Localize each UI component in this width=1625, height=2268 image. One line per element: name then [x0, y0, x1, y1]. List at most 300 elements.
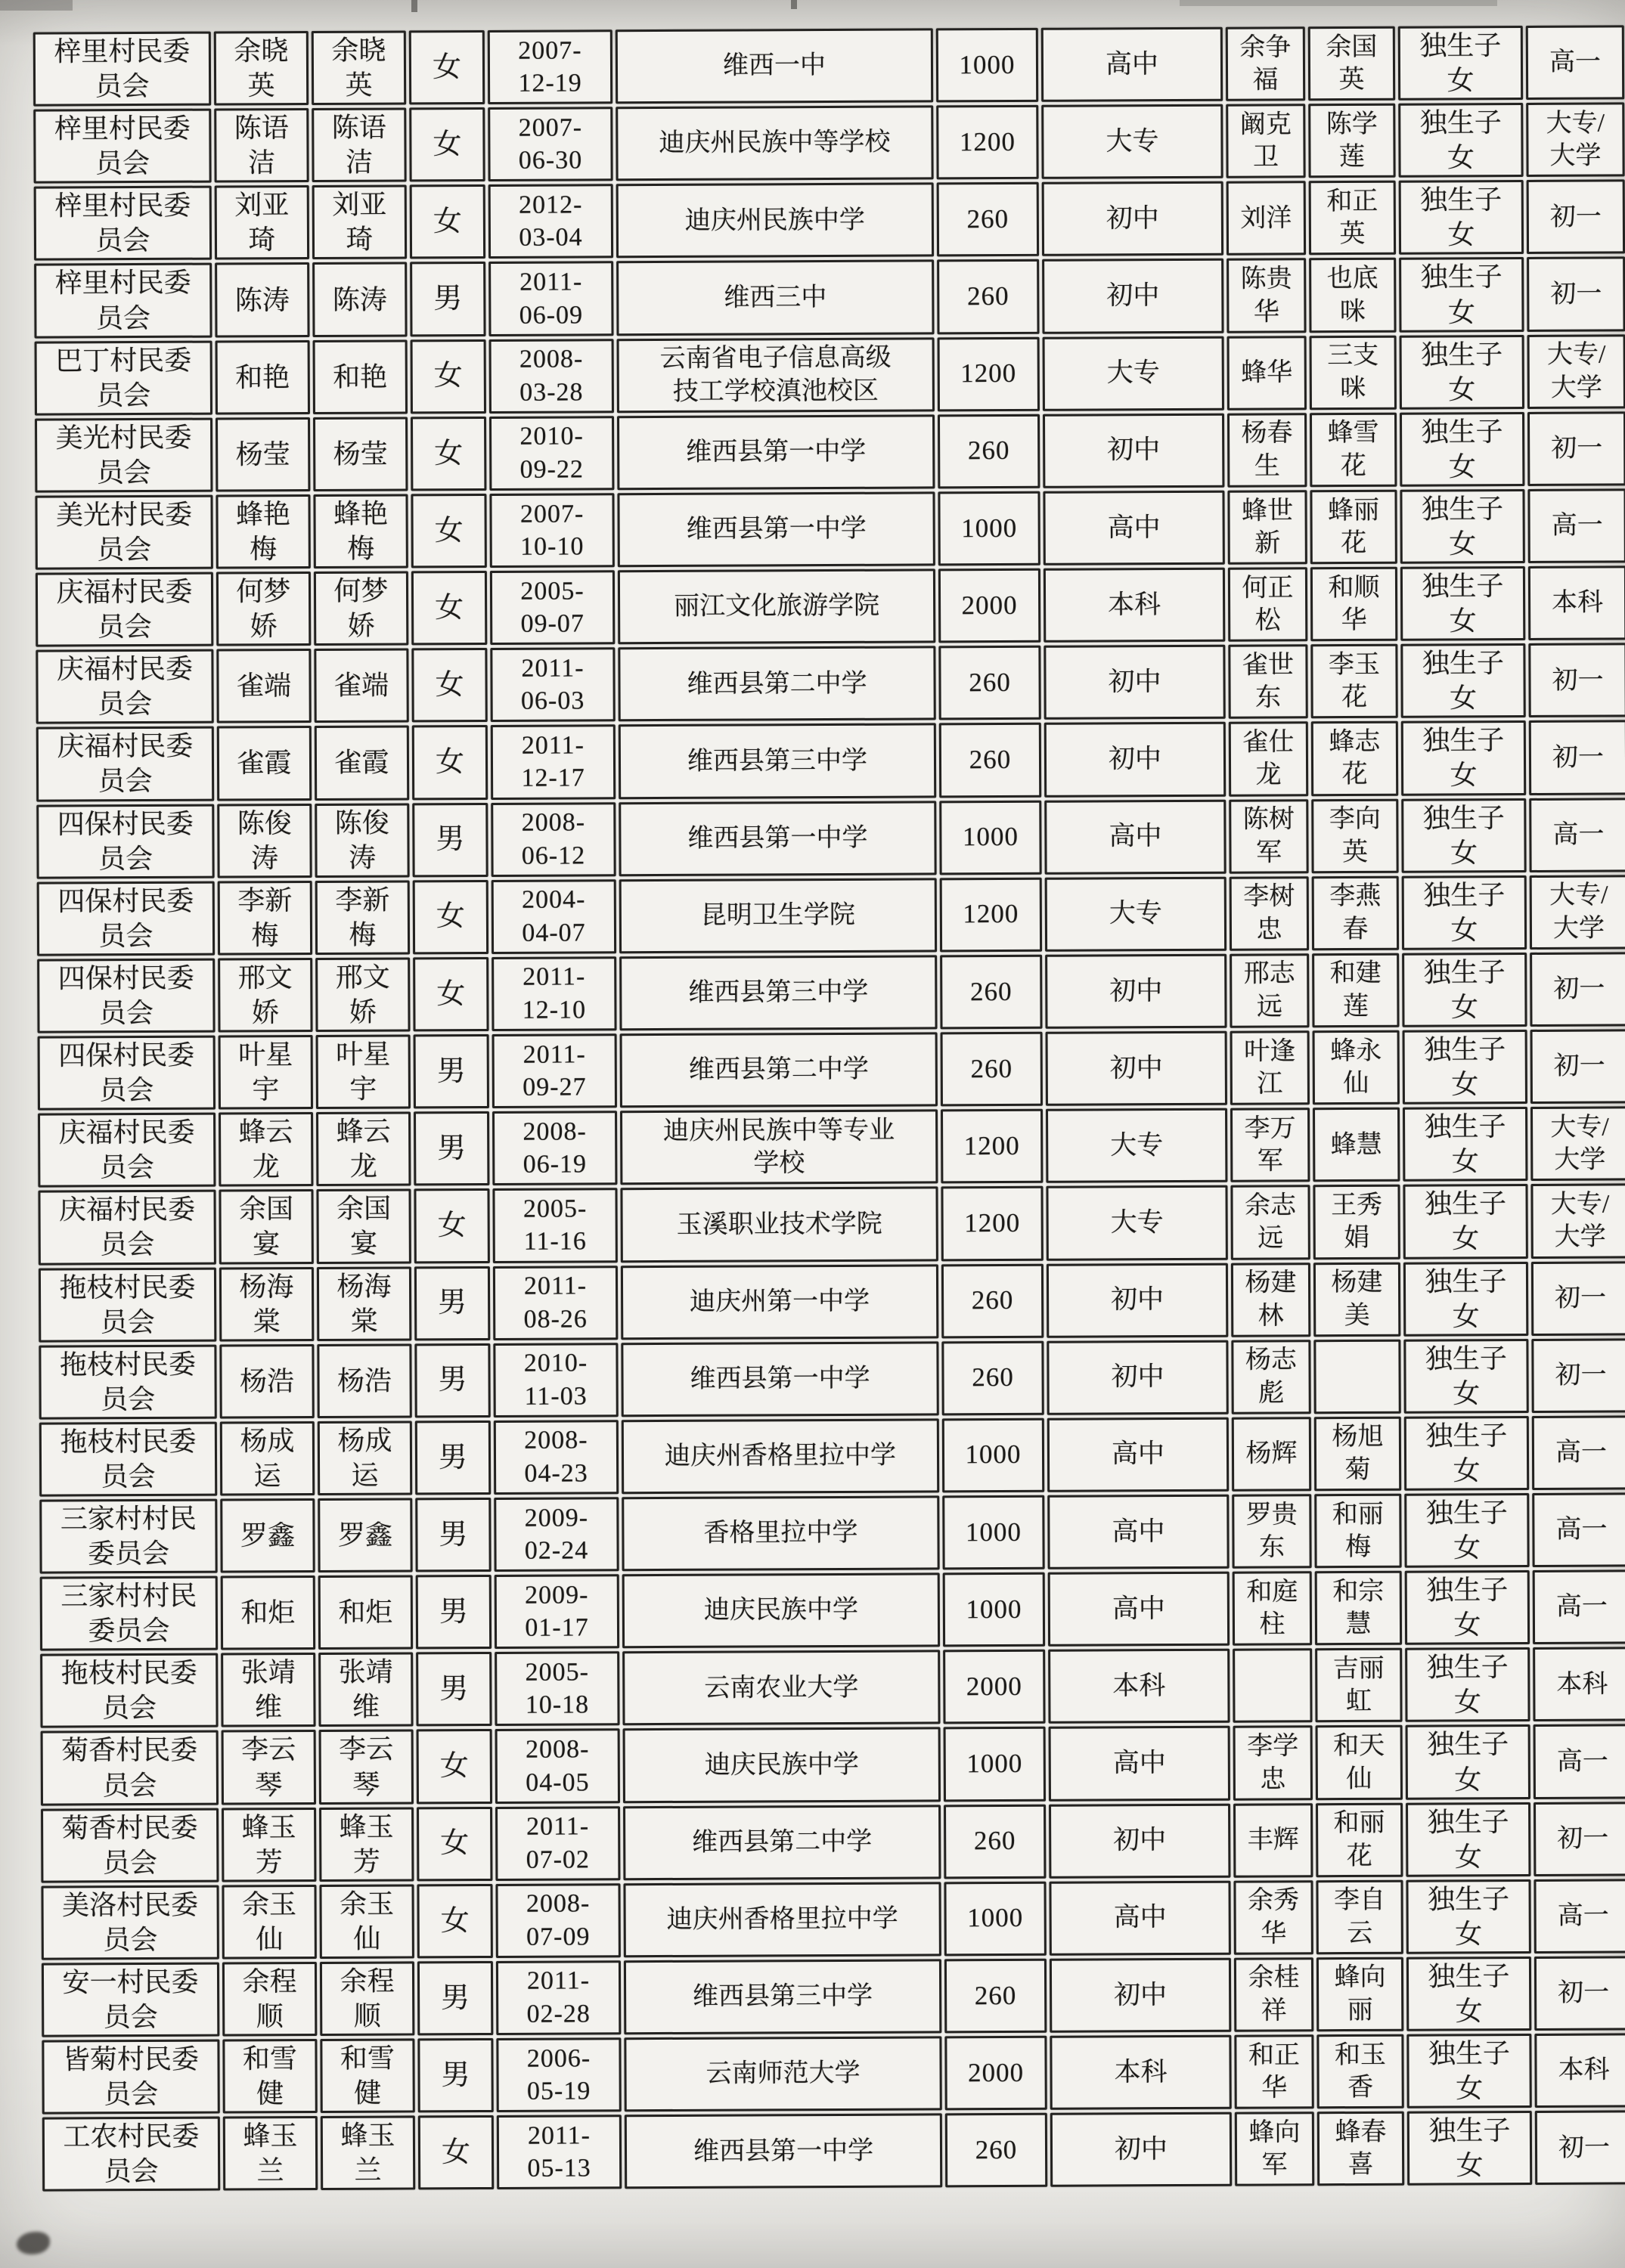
student-name-cell: 张靖维 — [221, 1653, 315, 1727]
birth-date-cell: 2011- 06-03 — [490, 648, 615, 723]
grade-cell: 本科 — [1528, 566, 1625, 641]
student-name-cell: 何梦娇 — [216, 572, 311, 646]
only-child-status-cell: 独生子女 — [1403, 1030, 1527, 1105]
birth-date-cell: 2011- 12-17 — [491, 725, 616, 800]
student-name-cell: 余国宴 — [219, 1189, 313, 1264]
table-row — [34, 180, 1625, 261]
birth-date-cell: 2009- 02-24 — [494, 1497, 619, 1572]
gender-cell: 男 — [417, 2038, 493, 2113]
subsidy-amount-cell: 2000 — [938, 569, 1040, 643]
education-stage-cell: 初中 — [1045, 954, 1227, 1029]
village-committee-cell: 皆菊村民委员会 — [42, 2040, 219, 2115]
education-stage-cell: 初中 — [1047, 1263, 1228, 1337]
guardian-mother-cell: 杨旭菊 — [1314, 1417, 1401, 1492]
gender-cell: 女 — [412, 725, 488, 800]
student-name-cell: 雀霞 — [217, 726, 312, 801]
gender-cell: 男 — [412, 803, 488, 878]
guardian-father-cell: 雀仕龙 — [1229, 722, 1308, 797]
scan-artifact-top-right — [1180, 0, 1497, 6]
education-stage-cell: 初中 — [1050, 1958, 1231, 2033]
grade-cell: 初一 — [1531, 1261, 1625, 1336]
village-committee-cell: 拖枝村民委员会 — [40, 1653, 218, 1728]
school-cell: 维西县第三中学 — [619, 723, 936, 799]
student-name-repeat-cell: 李新梅 — [315, 880, 410, 955]
table-row — [41, 1802, 1625, 1882]
grade-cell: 本科 — [1534, 2033, 1625, 2108]
guardian-father-cell: 杨志彪 — [1231, 1340, 1310, 1414]
education-stage-cell: 本科 — [1050, 2035, 1231, 2110]
village-committee-cell: 梓里村民委员会 — [33, 109, 211, 184]
subsidy-amount-cell: 260 — [938, 646, 1040, 720]
subsidy-amount-cell: 260 — [937, 259, 1039, 334]
birth-date-cell: 2005- 09-07 — [490, 570, 615, 645]
student-name-repeat-cell: 雀霞 — [315, 726, 409, 801]
guardian-father-cell: 阚克卫 — [1226, 104, 1305, 178]
village-committee-cell: 美光村民委员会 — [35, 417, 212, 492]
guardian-mother-cell: 蜂慧 — [1313, 1108, 1400, 1182]
only-child-status-cell: 独生子女 — [1399, 257, 1524, 332]
table-row — [33, 25, 1624, 106]
village-committee-cell: 三家村村民委员会 — [39, 1499, 217, 1574]
scan-artifact-top-left — [0, 0, 73, 11]
birth-date-cell: 2009- 01-17 — [495, 1574, 619, 1649]
gender-cell: 女 — [413, 957, 488, 1032]
school-cell: 迪庆州香格里拉中学 — [622, 1418, 939, 1494]
student-name-cell: 邢文娇 — [218, 958, 312, 1033]
guardian-mother-cell: 杨建美 — [1313, 1262, 1400, 1337]
birth-date-cell: 2007- 10-10 — [489, 493, 614, 568]
grade-cell: 高一 — [1534, 1879, 1625, 1954]
table-row — [39, 1261, 1625, 1342]
student-name-repeat-cell: 蜂玉兰 — [321, 2116, 415, 2191]
gender-cell: 女 — [413, 880, 488, 955]
gender-cell: 女 — [417, 1884, 492, 1959]
school-cell: 维西县第一中学 — [617, 491, 935, 567]
education-stage-cell: 高中 — [1047, 1495, 1229, 1569]
guardian-mother-cell: 蜂丽花 — [1310, 490, 1397, 565]
village-committee-cell: 四保村民委员会 — [37, 958, 215, 1033]
student-name-cell: 和雪健 — [222, 2039, 317, 2114]
school-cell: 维西县第一中学 — [617, 414, 935, 490]
school-cell: 维西县第二中学 — [620, 1032, 938, 1108]
school-cell: 维西县第二中学 — [623, 1805, 941, 1880]
guardian-father-cell: 余争福 — [1226, 26, 1305, 101]
subsidy-amount-cell: 260 — [937, 182, 1039, 257]
grade-cell: 初一 — [1527, 411, 1625, 486]
gender-cell: 男 — [414, 1266, 490, 1340]
guardian-father-cell: 和正华 — [1234, 2034, 1313, 2109]
gender-cell: 男 — [416, 1575, 492, 1650]
village-committee-cell: 美洛村民委员会 — [41, 1885, 219, 1960]
school-cell: 维西县第一中学 — [619, 801, 936, 876]
guardian-father-cell: 罗贵东 — [1232, 1494, 1311, 1569]
only-child-status-cell: 独生子女 — [1406, 2034, 1531, 2108]
school-cell: 迪庆州民族中等专业学校 — [620, 1110, 938, 1185]
grade-cell: 初一 — [1534, 1956, 1625, 2031]
guardian-father-cell: 余桂祥 — [1234, 1957, 1313, 2032]
gender-cell: 女 — [409, 107, 485, 182]
guardian-mother-cell: 王秀娟 — [1313, 1185, 1400, 1259]
gender-cell: 男 — [414, 1034, 489, 1109]
village-committee-cell: 美光村民委员会 — [35, 495, 212, 570]
guardian-mother-cell: 余国英 — [1308, 26, 1395, 101]
grade-cell: 初一 — [1527, 180, 1625, 255]
table-row — [38, 1107, 1625, 1188]
education-stage-cell: 初中 — [1044, 645, 1225, 720]
table-row — [41, 1724, 1625, 1805]
only-child-status-cell: 独生子女 — [1398, 103, 1523, 178]
student-name-cell: 余晓英 — [214, 31, 309, 106]
only-child-status-cell: 独生子女 — [1401, 798, 1526, 873]
student-name-cell: 蜂玉芳 — [222, 1808, 316, 1882]
school-cell: 香格里拉中学 — [622, 1495, 939, 1571]
table-row — [36, 643, 1625, 724]
subsidy-amount-cell: 1200 — [941, 1109, 1043, 1184]
guardian-mother-cell: 三支咪 — [1310, 335, 1397, 410]
birth-date-cell: 2010- 09-22 — [489, 416, 614, 491]
student-name-repeat-cell: 何梦娇 — [314, 572, 408, 646]
guardian-father-cell: 邢志远 — [1230, 953, 1309, 1028]
student-name-cell: 刘亚琦 — [215, 185, 309, 260]
grade-cell: 高一 — [1526, 25, 1624, 100]
student-name-cell: 雀端 — [216, 649, 311, 723]
education-stage-cell: 高中 — [1049, 1726, 1230, 1801]
guardian-father-cell — [1233, 1649, 1312, 1724]
gender-cell: 女 — [417, 1729, 492, 1804]
education-stage-cell: 大专 — [1046, 1108, 1227, 1183]
subsidy-amount-cell: 1000 — [943, 1572, 1045, 1647]
only-child-status-cell: 独生子女 — [1404, 1493, 1529, 1568]
student-name-cell: 叶星宇 — [219, 1035, 313, 1110]
education-stage-cell: 初中 — [1043, 414, 1224, 488]
gender-cell: 女 — [411, 648, 487, 723]
student-name-repeat-cell: 罗鑫 — [318, 1498, 412, 1572]
table-row — [39, 1338, 1625, 1419]
guardian-father-cell: 刘洋 — [1227, 181, 1306, 256]
student-name-repeat-cell: 和炬 — [318, 1576, 413, 1650]
student-name-repeat-cell: 陈语洁 — [312, 108, 406, 183]
subsidy-amount-cell: 260 — [940, 955, 1042, 1030]
student-name-repeat-cell: 刘亚琦 — [312, 185, 407, 260]
village-committee-cell: 梓里村民委员会 — [34, 186, 212, 261]
only-child-status-cell: 独生子女 — [1403, 1339, 1528, 1414]
village-committee-cell: 庆福村民委员会 — [38, 1113, 216, 1188]
student-name-repeat-cell: 余国宴 — [316, 1189, 411, 1264]
guardian-mother-cell: 吉丽虹 — [1315, 1648, 1402, 1723]
education-stage-cell: 大专 — [1043, 336, 1224, 411]
student-name-repeat-cell: 蜂艳梅 — [313, 494, 408, 569]
school-cell: 维西县第三中学 — [619, 955, 937, 1030]
guardian-mother-cell — [1313, 1339, 1400, 1414]
table-row — [40, 1647, 1625, 1728]
gender-cell: 男 — [410, 262, 485, 336]
subsidy-amount-cell: 1200 — [936, 105, 1038, 180]
only-child-status-cell: 独生子女 — [1406, 1802, 1530, 1877]
grade-cell: 初一 — [1534, 1802, 1625, 1876]
student-name-cell: 陈语洁 — [214, 108, 309, 183]
school-cell: 迪庆民族中学 — [623, 1727, 941, 1803]
student-name-repeat-cell: 杨成运 — [318, 1421, 412, 1495]
guardian-father-cell: 杨辉 — [1232, 1417, 1311, 1492]
student-name-cell: 和艳 — [216, 340, 310, 415]
grade-cell: 高一 — [1533, 1570, 1625, 1645]
grade-cell: 大专/大学 — [1530, 1107, 1625, 1182]
education-stage-cell: 大专 — [1041, 104, 1223, 179]
grade-cell: 高一 — [1532, 1492, 1625, 1567]
subsidy-roster-table — [30, 22, 1625, 2195]
student-name-cell: 李云琴 — [222, 1730, 316, 1805]
only-child-status-cell: 独生子女 — [1403, 1261, 1528, 1336]
school-cell: 玉溪职业技术学院 — [620, 1187, 938, 1263]
guardian-father-cell: 李学忠 — [1233, 1726, 1313, 1801]
scan-artifact-tick-2 — [791, 0, 797, 9]
village-committee-cell: 三家村村民委员会 — [40, 1576, 218, 1651]
only-child-status-cell: 独生子女 — [1407, 2111, 1532, 2186]
student-name-cell: 和炬 — [221, 1576, 315, 1650]
guardian-mother-cell: 和丽花 — [1316, 1802, 1403, 1877]
only-child-status-cell: 独生子女 — [1399, 180, 1524, 255]
only-child-status-cell: 独生子女 — [1403, 1184, 1527, 1259]
gender-cell: 女 — [411, 494, 486, 569]
birth-date-cell: 2005- 10-18 — [495, 1652, 619, 1727]
student-name-cell: 罗鑫 — [220, 1498, 315, 1573]
birth-date-cell: 2010- 11-03 — [493, 1343, 618, 1418]
birth-date-cell: 2011- 09-27 — [492, 1033, 617, 1108]
grade-cell: 高一 — [1532, 1415, 1625, 1490]
subsidy-amount-cell: 260 — [944, 1804, 1046, 1879]
guardian-mother-cell: 也底咪 — [1309, 258, 1396, 333]
village-committee-cell: 庆福村民委员会 — [36, 649, 213, 724]
education-stage-cell: 高中 — [1044, 799, 1226, 874]
table-row — [35, 411, 1625, 492]
roster-body — [33, 25, 1625, 2192]
gender-cell: 女 — [410, 184, 485, 259]
student-name-repeat-cell: 和雪健 — [320, 2038, 414, 2113]
table-row — [36, 566, 1625, 647]
table-row — [34, 257, 1625, 338]
student-name-repeat-cell: 余程顺 — [320, 1961, 414, 2036]
education-stage-cell: 初中 — [1047, 1340, 1228, 1414]
table-row — [35, 488, 1625, 569]
guardian-father-cell: 杨建林 — [1231, 1263, 1310, 1337]
village-committee-cell: 工农村民委员会 — [42, 2117, 220, 2192]
grade-cell: 初一 — [1527, 257, 1625, 332]
only-child-status-cell: 独生子女 — [1400, 412, 1524, 487]
guardian-mother-cell: 李自云 — [1316, 1879, 1403, 1954]
gender-cell: 男 — [414, 1343, 490, 1418]
student-name-cell: 蜂艳梅 — [216, 494, 310, 569]
grade-cell: 大专/大学 — [1526, 103, 1624, 178]
village-committee-cell: 安一村民委员会 — [42, 1962, 219, 2037]
table-row — [38, 1029, 1625, 1110]
guardian-father-cell: 何正松 — [1228, 567, 1307, 642]
birth-date-cell: 2007- 12-19 — [488, 29, 612, 104]
subsidy-amount-cell: 1000 — [942, 1495, 1044, 1570]
table-row — [37, 875, 1625, 956]
guardian-father-cell: 和庭柱 — [1233, 1571, 1312, 1646]
village-committee-cell: 拖枝村民委员会 — [39, 1421, 217, 1496]
school-cell: 迪庆州民族中等学校 — [616, 106, 933, 181]
student-name-repeat-cell: 陈涛 — [312, 262, 407, 337]
guardian-father-cell: 蜂向军 — [1235, 2112, 1314, 2186]
village-committee-cell: 四保村民委员会 — [37, 881, 215, 956]
education-stage-cell: 初中 — [1044, 722, 1226, 797]
birth-date-cell: 2012- 03-04 — [488, 184, 613, 259]
guardian-father-cell: 陈贵华 — [1227, 259, 1306, 333]
subsidy-amount-cell: 1200 — [938, 336, 1040, 411]
student-name-cell: 李新梅 — [218, 881, 312, 956]
grade-cell: 初一 — [1528, 643, 1625, 718]
grade-cell: 初一 — [1529, 720, 1625, 795]
guardian-mother-cell: 蜂志花 — [1311, 721, 1398, 796]
gender-cell: 女 — [411, 417, 486, 491]
birth-date-cell: 2008- 06-12 — [491, 802, 616, 877]
birth-date-cell: 2011- 02-28 — [496, 1960, 621, 2035]
student-name-repeat-cell: 李云琴 — [319, 1730, 414, 1805]
school-cell: 迪庆州第一中学 — [621, 1264, 938, 1340]
school-cell: 迪庆州香格里拉中学 — [623, 1882, 941, 1957]
subsidy-amount-cell: 260 — [939, 723, 1041, 798]
table-row — [36, 798, 1625, 878]
student-name-repeat-cell: 余玉仙 — [319, 1884, 414, 1959]
only-child-status-cell: 独生子女 — [1398, 26, 1523, 101]
only-child-status-cell: 独生子女 — [1402, 875, 1527, 950]
school-cell: 迪庆民族中学 — [622, 1573, 940, 1649]
gender-cell: 女 — [414, 1188, 489, 1263]
education-stage-cell: 高中 — [1048, 1572, 1230, 1647]
birth-date-cell: 2006- 05-19 — [496, 2037, 621, 2112]
grade-cell: 高一 — [1529, 798, 1625, 872]
guardian-father-cell: 李万军 — [1230, 1108, 1310, 1182]
guardian-mother-cell: 蜂永仙 — [1313, 1030, 1400, 1105]
table-row — [42, 1956, 1625, 2037]
student-name-cell: 杨浩 — [219, 1344, 314, 1419]
only-child-status-cell: 独生子女 — [1406, 1957, 1531, 2031]
guardian-father-cell: 叶逢江 — [1230, 1030, 1310, 1105]
education-stage-cell: 大专 — [1045, 876, 1227, 951]
guardian-father-cell: 李树忠 — [1230, 876, 1309, 951]
student-name-repeat-cell: 杨海棠 — [317, 1266, 411, 1341]
birth-date-cell: 2011- 07-02 — [495, 1806, 620, 1881]
grade-cell: 大专/大学 — [1530, 875, 1625, 950]
education-stage-cell: 高中 — [1043, 491, 1224, 565]
only-child-status-cell: 独生子女 — [1404, 1416, 1529, 1491]
education-stage-cell: 初中 — [1042, 181, 1223, 256]
gender-cell: 男 — [415, 1421, 491, 1495]
student-name-cell: 陈涛 — [215, 262, 309, 337]
guardian-mother-cell: 和丽梅 — [1314, 1494, 1401, 1569]
table-row — [38, 1184, 1625, 1265]
education-stage-cell: 高中 — [1041, 27, 1223, 102]
subsidy-amount-cell: 260 — [941, 1340, 1044, 1415]
scan-artifact-tick-1 — [411, 0, 417, 12]
guardian-father-cell: 陈树军 — [1229, 799, 1308, 874]
school-cell: 维西县第一中学 — [621, 1341, 938, 1417]
village-committee-cell: 梓里村民委员会 — [33, 32, 211, 107]
guardian-mother-cell: 和玉香 — [1316, 2034, 1403, 2109]
school-cell: 丽江文化旅游学院 — [618, 569, 935, 644]
education-stage-cell: 大专 — [1046, 1185, 1227, 1260]
village-committee-cell: 拖枝村民委员会 — [39, 1267, 216, 1342]
education-stage-cell: 初中 — [1042, 259, 1223, 333]
guardian-mother-cell: 李燕春 — [1312, 875, 1399, 950]
education-stage-cell: 初中 — [1050, 2112, 1232, 2187]
subsidy-amount-cell: 2000 — [944, 2036, 1047, 2111]
education-stage-cell: 本科 — [1048, 1649, 1230, 1724]
school-cell: 维西县第二中学 — [618, 646, 935, 722]
student-name-repeat-cell: 和艳 — [313, 339, 408, 414]
guardian-mother-cell: 蜂向丽 — [1316, 1957, 1403, 2032]
birth-date-cell: 2005- 11-16 — [492, 1188, 617, 1263]
student-name-cell: 陈俊涛 — [217, 804, 312, 878]
birth-date-cell: 2007- 06-30 — [488, 107, 612, 181]
student-name-cell: 蜂玉兰 — [223, 2116, 318, 2191]
birth-date-cell: 2011- 06-09 — [488, 262, 613, 336]
school-cell: 维西一中 — [616, 28, 933, 104]
student-name-repeat-cell: 陈俊涛 — [315, 803, 409, 878]
scan-smudge — [17, 2232, 50, 2254]
birth-date-cell: 2011- 05-13 — [497, 2115, 622, 2189]
only-child-status-cell: 独生子女 — [1403, 1107, 1527, 1182]
guardian-father-cell: 蜂世新 — [1227, 490, 1307, 565]
subsidy-amount-cell: 1000 — [942, 1418, 1044, 1493]
village-committee-cell: 菊香村民委员会 — [41, 1730, 219, 1805]
gender-cell: 女 — [417, 1807, 492, 1882]
education-stage-cell: 本科 — [1044, 568, 1225, 643]
only-child-status-cell: 独生子女 — [1400, 335, 1524, 410]
school-cell: 昆明卫生学院 — [619, 878, 937, 953]
village-committee-cell: 菊香村民委员会 — [41, 1808, 219, 1882]
grade-cell: 大专/大学 — [1527, 334, 1625, 409]
student-name-cell: 杨海棠 — [219, 1267, 314, 1342]
gender-cell: 女 — [409, 30, 485, 105]
student-name-cell: 余玉仙 — [222, 1885, 316, 1960]
village-committee-cell: 庆福村民委员会 — [36, 572, 213, 647]
student-name-repeat-cell: 蜂云龙 — [316, 1112, 411, 1187]
student-name-repeat-cell: 余晓英 — [312, 30, 406, 105]
guardian-mother-cell: 和建莲 — [1312, 953, 1399, 1028]
only-child-status-cell: 独生子女 — [1400, 566, 1525, 641]
village-committee-cell: 梓里村民委员会 — [34, 263, 212, 338]
table-row — [35, 334, 1625, 415]
table-row — [37, 952, 1625, 1033]
subsidy-amount-cell: 1000 — [944, 1882, 1046, 1957]
village-committee-cell: 四保村民委员会 — [38, 1036, 216, 1111]
education-stage-cell: 高中 — [1049, 1880, 1230, 1955]
subsidy-amount-cell: 260 — [941, 1263, 1044, 1338]
village-committee-cell: 庆福村民委员会 — [36, 727, 214, 801]
subsidy-amount-cell: 260 — [938, 414, 1040, 489]
birth-date-cell: 2008- 03-28 — [489, 339, 614, 414]
school-cell: 迪庆州民族中学 — [616, 183, 934, 259]
only-child-status-cell: 独生子女 — [1406, 1879, 1530, 1954]
student-name-cell: 杨莹 — [216, 417, 310, 492]
grade-cell: 初一 — [1530, 952, 1625, 1027]
subsidy-amount-cell: 1200 — [941, 1186, 1043, 1261]
subsidy-amount-cell: 1000 — [944, 1727, 1046, 1802]
subsidy-amount-cell: 2000 — [943, 1650, 1045, 1724]
school-cell: 维西三中 — [616, 260, 934, 336]
grade-cell: 初一 — [1530, 1029, 1625, 1104]
table-row — [39, 1492, 1625, 1573]
school-cell: 云南师范大学 — [624, 2036, 941, 2112]
guardian-father-cell: 余志远 — [1230, 1185, 1310, 1260]
only-child-status-cell: 独生子女 — [1405, 1570, 1530, 1645]
student-name-repeat-cell: 杨浩 — [317, 1343, 411, 1418]
student-name-cell: 杨成运 — [220, 1421, 315, 1496]
gender-cell: 男 — [417, 1961, 493, 2036]
guardian-father-cell: 蜂华 — [1227, 336, 1307, 411]
